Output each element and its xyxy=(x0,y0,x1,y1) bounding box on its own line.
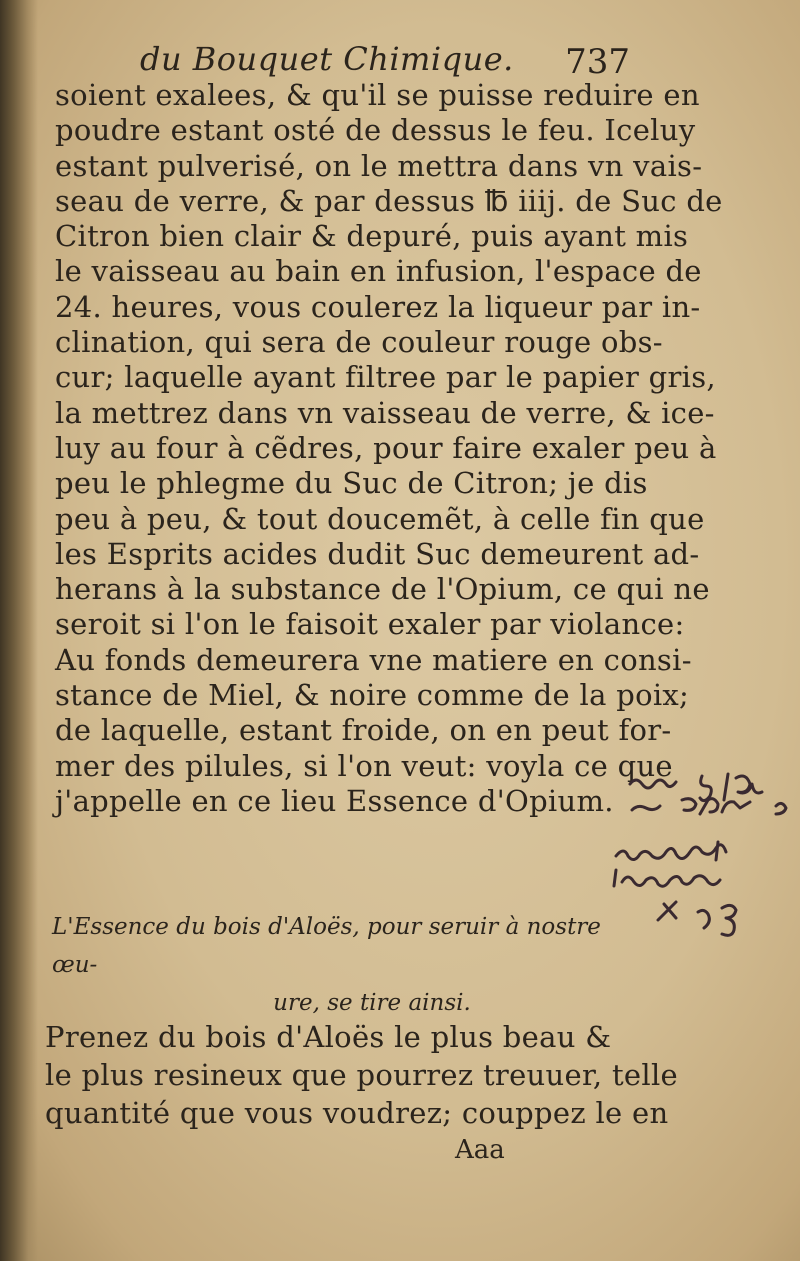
main-paragraph xyxy=(55,78,723,819)
text-line: peu à peu, & tout doucemẽt, à celle fin que xyxy=(55,501,705,536)
running-title: du Bouquet Chimique. xyxy=(140,40,514,78)
text-line: estant pulverisé, on le mettra dans vn vais- xyxy=(55,148,703,183)
text-line: le plus resineux que pourrez treuuer, telle xyxy=(45,1058,678,1092)
page-gutter-shadow xyxy=(0,0,38,1261)
text-line: de laquelle, estant froide, on en peut for- xyxy=(55,713,672,748)
text-line: Citron bien clair & depuré, puis ayant mis xyxy=(55,219,689,254)
chapter-heading xyxy=(52,908,632,1022)
text-line: le vaisseau au bain en infusion, l'espace de xyxy=(55,254,702,289)
text-line: quantité que vous voudrez; couppez le en xyxy=(45,1096,669,1130)
text-line: stance de Miel, & noire comme de la poix; xyxy=(55,678,690,713)
text-line: luy au four à cẽdres, pour faire exaler peu à xyxy=(55,430,717,465)
text-line: la mettrez dans vn vaisseau de verre, & ice- xyxy=(55,395,715,430)
signature-mark: Aaa xyxy=(455,1135,505,1165)
text-line: seroit si l'on le faisoit exaler par violance: xyxy=(55,607,685,642)
text-line: 24. heures, vous coulerez la liqueur par in- xyxy=(55,289,701,324)
text-line: seau de verre, & par dessus ℔ iiij. de Suc de xyxy=(55,183,723,218)
chapter-heading-line: L'Essence du bois d'Aloës, pour seruir à nostre œu- xyxy=(52,914,601,978)
text-line: cur; laquelle ayant filtree par le papier gris, xyxy=(55,360,716,395)
text-line: mer des pilules, si l'on veut: voyla ce que xyxy=(55,748,673,783)
text-line: Au fonds demeurera vne matiere en consi- xyxy=(55,642,692,677)
text-line: herans à la substance de l'Opium, ce qui ne xyxy=(55,572,710,607)
page-number: 737 xyxy=(565,42,630,82)
text-line: peu le phlegme du Suc de Citron; je dis xyxy=(55,466,648,501)
text-line: soient exalees, & qu'il se puisse reduire en xyxy=(55,78,700,112)
handwritten-marginal-note xyxy=(610,770,800,950)
text-line: les Esprits acides dudit Suc demeurent ad- xyxy=(55,536,700,571)
text-line: j'appelle en ce lieu Essence d'Opium. xyxy=(55,783,614,818)
text-line: poudre estant osté de dessus le feu. Iceluy xyxy=(55,113,696,148)
second-paragraph xyxy=(45,1018,678,1132)
handwriting-scribble-icon xyxy=(610,770,800,950)
chapter-heading-line: ure, se tire ainsi. xyxy=(273,990,471,1016)
text-line: clination, qui sera de couleur rouge obs- xyxy=(55,325,663,360)
text-line: Prenez du bois d'Aloës le plus beau & xyxy=(45,1020,612,1054)
